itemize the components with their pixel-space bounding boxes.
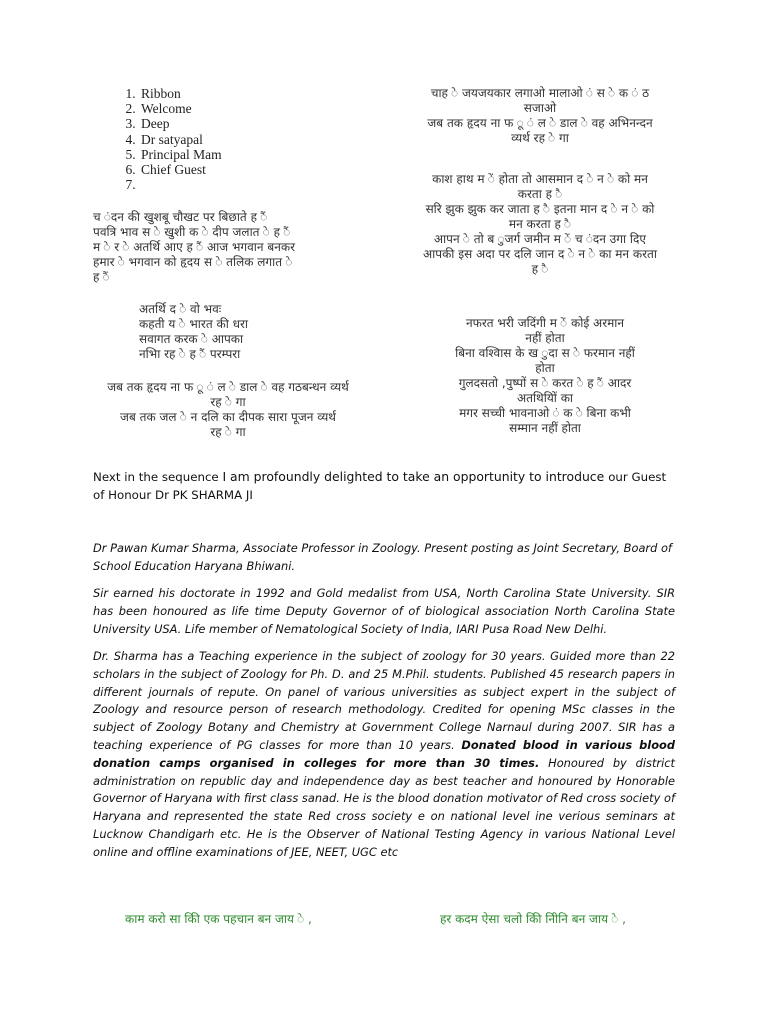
poem-right-2: [400, 172, 680, 277]
poem-line: मगर सच्ची भावनाओ ं क े बिना कभी: [459, 406, 631, 420]
poem-left-3: [88, 380, 368, 440]
poem-line: होता: [535, 361, 555, 375]
poem-right-3: [420, 316, 670, 436]
poem-line: सम्मान नहीं होता: [509, 421, 581, 435]
sequence-list: [96, 86, 222, 192]
poem-line: म े र े अतर्थि आए ह ैं आज भगवान बनकर: [93, 240, 296, 254]
poem-line: रह े गा: [210, 425, 246, 439]
bio-paragraph-2: Sir earned his doctorate in 1992 and Gold medalist from USA, North Carolina State University. SIR has been honoured as life time Deputy Governor of of biological association North Carolina State University USA. Life member of Nematological Society of India, IARI Pusa Road New Delhi.: [93, 586, 675, 636]
bio-text: Honoured by district administration on republic day and independence day as best teacher and honoured by Honorable Governor of Haryana with first class sanad. He is the blood donation motivator of Red cross society of Haryana and represented the state Red cross society e on national level ine verious seminars at Lucknow Chandigarh etc. He is the Observer of National Testing Agency in various National Level online and offline examinations of JEE, NEET, UGC etc: [93, 755, 675, 859]
list-item: 4. Dr satyapal: [139, 132, 222, 147]
poem-line: सजाओ: [523, 101, 557, 115]
poem-line: करता ह ै: [517, 187, 563, 201]
poem-line: जब तक जल े न दलि का दीपक सारा पूजन व्यर्थ: [120, 410, 336, 424]
poem-line: गुलदसतो ,पुष्पों स े करत े ह ैं आदर: [458, 376, 632, 390]
poem-line: रह े गा: [210, 395, 246, 409]
poem-line: हमार े भगवान को हृदय स े तलिक लगात े: [93, 255, 293, 269]
bio-text: Dr. Sharma has a Teaching experience in the subject of zoology for 30 years. Guided more than 22 scholars in the subject of Zoology for Ph. D. and 25 M.Phil. students. Published 45 research papers in different journals of repute. On panel of various universities as subject expert in the subject of Zoology and resource person of research methodology. Credited for opening MSc classes in the subject of Zoology Botany and Chemistry at Government College Narnaul during 2007. SIR has a teaching experience of PG classes for more than 10 years.: [93, 649, 675, 752]
list-item: [139, 177, 222, 192]
intro-lead: Next in the sequence: [93, 470, 223, 484]
poem-right-1: [405, 86, 675, 146]
intro-main: I am profoundly delighted to take an opportunity to introduce: [222, 469, 609, 484]
bio-paragraph-1: Dr Pawan Kumar Sharma, Associate Professor in Zoology. Present posting as Joint Secretary, Board of School Education Haryana Bhiwani.: [93, 541, 672, 573]
list-item: 1. Ribbon: [139, 86, 222, 101]
poem-line: पवत्रि भाव स े खुशी क े दीप जलात े ह ैं: [93, 225, 291, 239]
poem-line: सरि झुक झुक कर जाता ह ै इतना मान द े न े को: [425, 202, 655, 216]
poem-line: नभिा रह े ह ैं परम्परा: [139, 347, 241, 361]
poem-line: अतर्थि द े वो भवः: [139, 302, 222, 316]
poem-line: काश हाथ म ें होता तो आसमान द े न े को मन: [432, 172, 648, 186]
poem-line: अतथियिों का: [516, 391, 574, 405]
poem-line: मन करता ह ै: [508, 217, 572, 231]
poem-line: सवागत करक े आपका: [139, 332, 244, 346]
bio-highlight: Donated blood in various blood donation camps organised in colleges for more than 30 times.: [93, 737, 675, 770]
poem-line: चाह े जयजयकार लगाओ मालाओ ं स े क ं ठ: [430, 86, 650, 100]
poem-line: नफरत भरी जदिंगी म ें कोई अरमान: [465, 316, 625, 330]
poem-line: ह ैं: [93, 270, 110, 284]
poem-line: जब तक हृदय ना फ ू ं ल े डाल े वह गठबन्धन व्यर्थ: [107, 380, 349, 394]
footer-line-left: काम करो सा कीि एक पहचान बन जाय े ,: [125, 912, 312, 926]
poem-left-2: [139, 302, 359, 362]
poem-left-1: [93, 210, 378, 285]
poem-line: नहीं होता: [525, 331, 565, 345]
poem-line: च ंदन की खुशबू चौखट पर बिछाते ह ैं: [93, 210, 268, 224]
intro-paragraph: [93, 468, 675, 505]
list-item: 2. Welcome: [139, 101, 222, 116]
list-item: 5. Principal Mam: [139, 147, 222, 162]
intro-guest: our Guest of Honour Dr PK SHARMA JI: [93, 470, 667, 502]
poem-line: ह ै: [531, 262, 549, 276]
poem-line: बिना वश्विास के ख ुदा स े फरमान नहीं: [455, 346, 635, 360]
footer-line-right: हर कदम ऐसा चलो कीि नीिनि बन जाय े ,: [440, 912, 626, 926]
poem-line: जब तक हृदय ना फ ू ं ल े डाल े वह अभिनन्दन: [427, 116, 653, 130]
list-item: 6. Chief Guest: [139, 162, 222, 177]
poem-line: आपकी इस अदा पर दलि जान द े न े का मन करता: [423, 247, 657, 261]
bio-paragraph-3: [93, 648, 675, 862]
list-item: 3. Deep: [139, 116, 222, 131]
poem-line: आपन े तो ब ुजर्ग जमीन म ें च ंदन उगा दिए: [433, 232, 647, 246]
poem-line: कहती य े भारत की धरा: [139, 317, 249, 331]
poem-line: व्यर्थ रह े गा: [511, 131, 569, 145]
